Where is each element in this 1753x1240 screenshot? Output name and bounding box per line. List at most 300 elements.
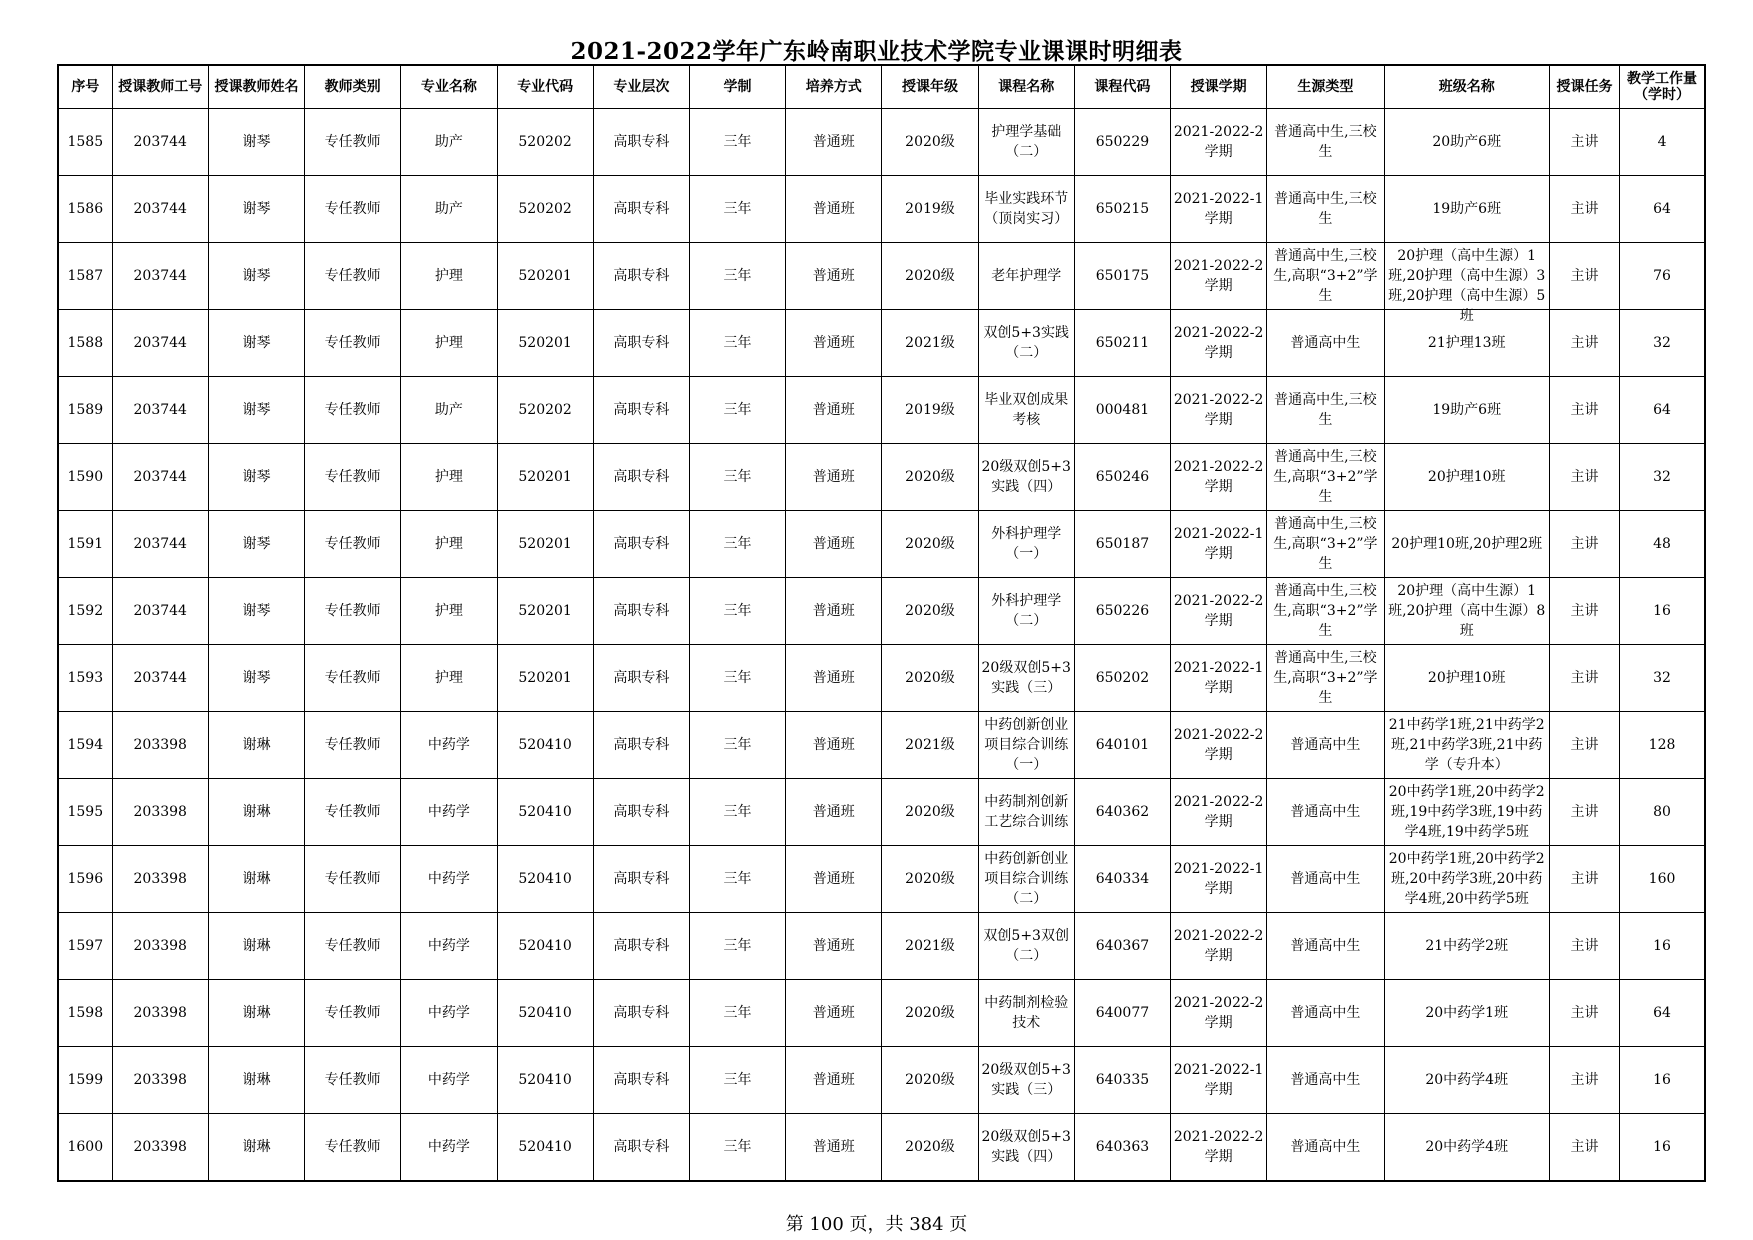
table-cell — [305, 109, 401, 176]
cell-text: 中药学 — [427, 1072, 470, 1088]
table-cell — [1620, 578, 1705, 645]
cell-text: 中药学 — [427, 871, 470, 887]
table-cell — [497, 444, 593, 511]
cell-text: 32 — [1653, 469, 1671, 485]
cell-text: 20助产6班 — [1432, 134, 1502, 150]
table-cell — [1384, 109, 1549, 176]
table-cell — [689, 1114, 785, 1182]
cell-text: 48 — [1653, 536, 1671, 552]
cell-text: 20护理10班 — [1427, 670, 1506, 686]
cell-text: 谢琳 — [242, 871, 271, 887]
column-header: 教师类别 — [305, 65, 401, 109]
cell-text: 1588 — [67, 335, 104, 351]
table-cell — [978, 980, 1074, 1047]
table-cell — [978, 243, 1074, 310]
cell-text: 谢琴 — [242, 469, 271, 485]
cell-text: 谢琴 — [242, 134, 271, 150]
table-cell — [1171, 444, 1267, 511]
table-cell — [1171, 310, 1267, 377]
cell-text: 76 — [1653, 268, 1671, 284]
table-cell — [1620, 846, 1705, 913]
table-cell — [1549, 980, 1619, 1047]
table-cell — [1549, 511, 1619, 578]
cell-text: 普通高中生,三校生,高职“3+2”学生 — [1273, 449, 1378, 505]
cell-text: 普通高中生,三校生,高职“3+2”学生 — [1273, 583, 1378, 639]
table-row — [58, 176, 1705, 243]
table-cell — [1620, 176, 1705, 243]
cell-text: 203744 — [133, 134, 187, 150]
cell-text: 650211 — [1095, 335, 1150, 351]
table-cell — [978, 444, 1074, 511]
cell-text: 专任教师 — [324, 201, 381, 217]
table-cell — [112, 578, 208, 645]
table-cell — [1267, 578, 1384, 645]
table-cell — [1267, 109, 1384, 176]
table-cell — [786, 1114, 882, 1182]
cell-text: 640334 — [1095, 871, 1150, 887]
cell-text: 19助产6班 — [1432, 402, 1502, 418]
table-cell — [58, 578, 112, 645]
table-cell — [58, 243, 112, 310]
column-header: 专业层次 — [593, 65, 689, 109]
cell-text: 毕业实践环节（顶岗实习） — [984, 191, 1069, 227]
page-title: 2021-2022学年广东岭南职业技术学院专业课课时明细表 — [570, 38, 1183, 65]
table-cell — [305, 779, 401, 846]
cell-text: 主讲 — [1570, 469, 1599, 485]
cell-text: 1585 — [67, 134, 104, 150]
cell-text: 三年 — [723, 402, 752, 418]
cell-text: 普通高中生 — [1290, 1139, 1361, 1155]
column-header: 授课教师姓名 — [208, 65, 304, 109]
table-row — [58, 109, 1705, 176]
cell-text: 主讲 — [1570, 536, 1599, 552]
cell-text: 1590 — [67, 469, 104, 485]
table-cell — [1074, 109, 1170, 176]
table-cell — [786, 310, 882, 377]
cell-text: 普通班 — [812, 1139, 855, 1155]
table-cell — [112, 377, 208, 444]
cell-text: 外科护理学（二） — [991, 593, 1062, 629]
cell-text: 三年 — [723, 335, 752, 351]
cell-text: 高职专科 — [613, 469, 670, 485]
table-cell — [112, 645, 208, 712]
column-header: 课程名称 — [978, 65, 1074, 109]
table-cell — [1171, 779, 1267, 846]
table-cell — [112, 1047, 208, 1114]
table-row — [58, 1114, 1705, 1182]
table-cell — [497, 779, 593, 846]
cell-text: 主讲 — [1570, 335, 1599, 351]
cell-text: 普通高中生 — [1290, 804, 1361, 820]
cell-text: 高职专科 — [613, 1005, 670, 1021]
column-header: 授课年级 — [882, 65, 978, 109]
table-cell — [1267, 377, 1384, 444]
cell-text: 专任教师 — [324, 737, 381, 753]
cell-text: 助产 — [434, 134, 463, 150]
cell-text: 中药创新创业项目综合训练（一） — [984, 717, 1069, 773]
table-cell — [1384, 645, 1549, 712]
cell-text: 20中药学1班 — [1425, 1005, 1509, 1021]
table-cell — [1384, 712, 1549, 779]
table-cell — [58, 1114, 112, 1182]
cell-text: 谢琳 — [242, 1072, 271, 1088]
table-cell — [882, 176, 978, 243]
table-row — [58, 913, 1705, 980]
cell-text: 203744 — [133, 603, 187, 619]
table-cell — [58, 511, 112, 578]
table-cell — [1267, 511, 1384, 578]
cell-text: 80 — [1653, 804, 1671, 820]
cell-text: 普通班 — [812, 804, 855, 820]
table-cell — [593, 578, 689, 645]
cell-text: 主讲 — [1570, 1005, 1599, 1021]
table-cell — [497, 176, 593, 243]
cell-text: 普通班 — [812, 1072, 855, 1088]
cell-text: 中药学 — [427, 938, 470, 954]
table-cell — [1074, 511, 1170, 578]
cell-text: 203398 — [133, 737, 187, 753]
table-cell — [1074, 310, 1170, 377]
table-cell — [305, 846, 401, 913]
cell-text: 专任教师 — [324, 268, 381, 284]
cell-text: 谢琴 — [242, 201, 271, 217]
table-cell — [305, 913, 401, 980]
cell-text: 2021-2022-2学期 — [1173, 928, 1264, 964]
table-cell — [401, 109, 497, 176]
table-cell — [112, 913, 208, 980]
cell-text: 2021-2022-2学期 — [1173, 727, 1264, 763]
table-row — [58, 444, 1705, 511]
cell-text: 64 — [1653, 201, 1671, 217]
table-cell — [1549, 846, 1619, 913]
cell-text: 主讲 — [1570, 268, 1599, 284]
table-cell — [497, 712, 593, 779]
cell-text: 1595 — [67, 804, 104, 820]
cell-text: 外科护理学（一） — [991, 526, 1062, 562]
table-cell — [58, 310, 112, 377]
cell-text: 2021-2022-2学期 — [1173, 794, 1264, 830]
cell-text: 2021-2022-1学期 — [1173, 660, 1264, 696]
cell-text: 1586 — [67, 201, 104, 217]
table-cell — [1384, 511, 1549, 578]
table-cell — [593, 1047, 689, 1114]
cell-text: 650187 — [1095, 536, 1150, 552]
table-cell — [305, 444, 401, 511]
cell-text: 2020级 — [905, 670, 955, 686]
cell-text: 主讲 — [1570, 201, 1599, 217]
table-cell — [305, 243, 401, 310]
cell-text: 1600 — [67, 1139, 104, 1155]
table-cell — [593, 176, 689, 243]
cell-text: 2020级 — [905, 268, 955, 284]
cell-text: 20护理（高中生源）1班,20护理（高中生源）8班 — [1388, 583, 1546, 639]
table-cell — [1171, 109, 1267, 176]
cell-text: 2021级 — [905, 938, 955, 954]
cell-text: 普通高中生 — [1290, 871, 1361, 887]
cell-text: 专任教师 — [324, 871, 381, 887]
table-cell — [58, 712, 112, 779]
cell-text: 20护理10班 — [1427, 469, 1506, 485]
table-cell — [978, 176, 1074, 243]
table-cell — [786, 444, 882, 511]
table-cell — [882, 846, 978, 913]
column-header: 学制 — [689, 65, 785, 109]
table-row — [58, 310, 1705, 377]
table-cell — [497, 1047, 593, 1114]
cell-text: 520201 — [518, 335, 572, 351]
table-cell — [1620, 511, 1705, 578]
table-cell — [1267, 243, 1384, 310]
cell-text: 高职专科 — [613, 804, 670, 820]
table-cell — [593, 645, 689, 712]
table-cell — [401, 980, 497, 1047]
cell-text: 520410 — [518, 871, 572, 887]
cell-text: 普通高中生,三校生 — [1274, 392, 1377, 428]
table-cell — [978, 846, 1074, 913]
table-cell — [689, 109, 785, 176]
cell-text: 203744 — [133, 536, 187, 552]
table-cell — [1171, 377, 1267, 444]
cell-text: 20中药学1班,20中药学2班,19中药学3班,19中药学4班,19中药学5班 — [1388, 784, 1545, 840]
table-row — [58, 779, 1705, 846]
cell-text: 203744 — [133, 268, 187, 284]
cell-text: 2021-2022-2学期 — [1173, 593, 1264, 629]
table-cell — [497, 109, 593, 176]
cell-text: 64 — [1653, 402, 1671, 418]
table-cell — [593, 243, 689, 310]
table-cell — [208, 913, 304, 980]
table-cell — [1267, 1114, 1384, 1182]
cell-text: 三年 — [723, 737, 752, 753]
cell-text: 160 — [1648, 871, 1676, 887]
cell-text: 高职专科 — [613, 268, 670, 284]
table-cell — [497, 913, 593, 980]
cell-text: 护理学基础（二） — [991, 124, 1062, 160]
table-cell — [112, 109, 208, 176]
table-header — [58, 65, 1705, 109]
table-row — [58, 645, 1705, 712]
cell-text: 16 — [1653, 603, 1671, 619]
table-cell — [1267, 779, 1384, 846]
table-cell — [112, 176, 208, 243]
table-cell — [1074, 176, 1170, 243]
table-cell — [1267, 645, 1384, 712]
table-cell — [112, 511, 208, 578]
cell-text: 2020级 — [905, 804, 955, 820]
table-cell — [112, 444, 208, 511]
table-cell — [58, 645, 112, 712]
table-cell — [786, 1047, 882, 1114]
cell-text: 2020级 — [905, 871, 955, 887]
cell-text: 三年 — [723, 469, 752, 485]
cell-text: 203744 — [133, 402, 187, 418]
cell-text: 谢琳 — [242, 737, 271, 753]
cell-text: 520201 — [518, 268, 572, 284]
cell-text: 老年护理学 — [991, 268, 1062, 284]
cell-text: 普通班 — [812, 201, 855, 217]
cell-text: 203398 — [133, 938, 187, 954]
table-cell — [1074, 980, 1170, 1047]
cell-text: 20级双创5+3实践（四） — [981, 1129, 1071, 1165]
cell-text: 20级双创5+3实践（三） — [981, 660, 1071, 696]
table-cell — [497, 1114, 593, 1182]
table-cell — [112, 712, 208, 779]
cell-text: 1599 — [67, 1072, 104, 1088]
cell-text: 2021-2022-1学期 — [1173, 526, 1264, 562]
table-cell — [1171, 712, 1267, 779]
cell-text: 650229 — [1095, 134, 1150, 150]
cell-text: 助产 — [434, 201, 463, 217]
table-cell — [208, 779, 304, 846]
table-cell — [1549, 310, 1619, 377]
table-cell — [786, 377, 882, 444]
table-cell — [1549, 913, 1619, 980]
table-cell — [497, 310, 593, 377]
cell-text: 2020级 — [905, 469, 955, 485]
table-cell — [1267, 1047, 1384, 1114]
table-cell — [497, 511, 593, 578]
cell-text: 1587 — [67, 268, 104, 284]
table-cell — [497, 645, 593, 712]
cell-text: 三年 — [723, 1005, 752, 1021]
cell-text: 520201 — [518, 536, 572, 552]
cell-text: 2020级 — [905, 1139, 955, 1155]
cell-text: 203398 — [133, 804, 187, 820]
cell-text: 普通高中生 — [1290, 938, 1361, 954]
column-header: 培养方式 — [786, 65, 882, 109]
cell-text: 650202 — [1095, 670, 1150, 686]
table-cell — [1171, 980, 1267, 1047]
cell-text: 谢琴 — [242, 603, 271, 619]
cell-text: 20级双创5+3实践（三） — [981, 1062, 1071, 1098]
table-cell — [978, 1047, 1074, 1114]
cell-text: 普通班 — [812, 1005, 855, 1021]
cell-text: 主讲 — [1570, 871, 1599, 887]
cell-text: 普通班 — [812, 402, 855, 418]
table-cell — [978, 645, 1074, 712]
cell-text: 000481 — [1095, 402, 1150, 418]
table-cell — [1549, 712, 1619, 779]
cell-text: 三年 — [723, 938, 752, 954]
cell-text: 520410 — [518, 1139, 572, 1155]
cell-text: 普通高中生 — [1290, 1005, 1361, 1021]
cell-text: 520410 — [518, 938, 572, 954]
table-cell — [1074, 779, 1170, 846]
table-cell — [593, 109, 689, 176]
table-cell — [689, 444, 785, 511]
cell-text: 普通高中生,三校生,高职“3+2”学生 — [1273, 650, 1378, 706]
cell-text: 203398 — [133, 1139, 187, 1155]
column-header: 授课任务 — [1549, 65, 1619, 109]
cell-text: 普通班 — [812, 938, 855, 954]
table-cell — [1620, 377, 1705, 444]
table-cell — [305, 511, 401, 578]
cell-text: 20护理（高中生源）1班,20护理（高中生源）3班,20护理（高中生源）5班 — [1388, 248, 1546, 324]
table-cell — [112, 846, 208, 913]
cell-text: 谢琴 — [242, 268, 271, 284]
table-cell — [1074, 1114, 1170, 1182]
cell-text: 高职专科 — [613, 737, 670, 753]
table-cell — [1620, 980, 1705, 1047]
table-cell — [58, 846, 112, 913]
table-cell — [305, 578, 401, 645]
table-cell — [401, 511, 497, 578]
cell-text: 专任教师 — [324, 469, 381, 485]
table-cell — [58, 176, 112, 243]
cell-text: 三年 — [723, 134, 752, 150]
table-cell — [497, 980, 593, 1047]
table-cell — [401, 712, 497, 779]
cell-text: 高职专科 — [613, 134, 670, 150]
table-cell — [58, 980, 112, 1047]
cell-text: 护理 — [434, 268, 463, 284]
table-cell — [882, 1047, 978, 1114]
course-hours-table — [57, 64, 1706, 1182]
table-cell — [401, 243, 497, 310]
cell-text: 16 — [1653, 938, 1671, 954]
cell-text: 640077 — [1095, 1005, 1150, 1021]
table-cell — [978, 109, 1074, 176]
cell-text: 高职专科 — [613, 1072, 670, 1088]
cell-text: 主讲 — [1570, 938, 1599, 954]
cell-text: 高职专科 — [613, 603, 670, 619]
table-cell — [112, 980, 208, 1047]
cell-text: 21护理13班 — [1427, 335, 1506, 351]
table-cell — [1384, 779, 1549, 846]
cell-text: 640362 — [1095, 804, 1150, 820]
cell-text: 203744 — [133, 670, 187, 686]
table-cell — [1549, 243, 1619, 310]
cell-text: 20中药学1班,20中药学2班,20中药学3班,20中药学4班,20中药学5班 — [1388, 851, 1545, 907]
cell-text: 20中药学4班 — [1425, 1139, 1509, 1155]
cell-text: 2021-2022-1学期 — [1173, 1062, 1264, 1098]
table-cell — [401, 1047, 497, 1114]
cell-text: 主讲 — [1570, 737, 1599, 753]
cell-text: 中药学 — [427, 1139, 470, 1155]
cell-text: 谢琳 — [242, 938, 271, 954]
column-header: 授课学期 — [1171, 65, 1267, 109]
table-cell — [593, 310, 689, 377]
table-row — [58, 377, 1705, 444]
table-cell — [1549, 1114, 1619, 1182]
table-cell — [401, 1114, 497, 1182]
table-cell — [1620, 444, 1705, 511]
cell-text: 1598 — [67, 1005, 104, 1021]
cell-text: 专任教师 — [324, 335, 381, 351]
table-cell — [1267, 176, 1384, 243]
table-cell — [401, 444, 497, 511]
table-cell — [689, 243, 785, 310]
cell-text: 203744 — [133, 201, 187, 217]
cell-text: 2020级 — [905, 134, 955, 150]
table-cell — [305, 645, 401, 712]
cell-text: 专任教师 — [324, 804, 381, 820]
table-cell — [1384, 377, 1549, 444]
table-row — [58, 846, 1705, 913]
table-cell — [1549, 779, 1619, 846]
table-cell — [1549, 1047, 1619, 1114]
table-row — [58, 712, 1705, 779]
table-cell — [1620, 109, 1705, 176]
table-cell — [786, 913, 882, 980]
table-cell — [978, 310, 1074, 377]
cell-text: 2021-2022-1学期 — [1173, 191, 1264, 227]
cell-text: 高职专科 — [613, 871, 670, 887]
cell-text: 谢琴 — [242, 670, 271, 686]
cell-text: 谢琳 — [242, 1005, 271, 1021]
table-body — [58, 109, 1705, 1182]
table-cell — [208, 444, 304, 511]
